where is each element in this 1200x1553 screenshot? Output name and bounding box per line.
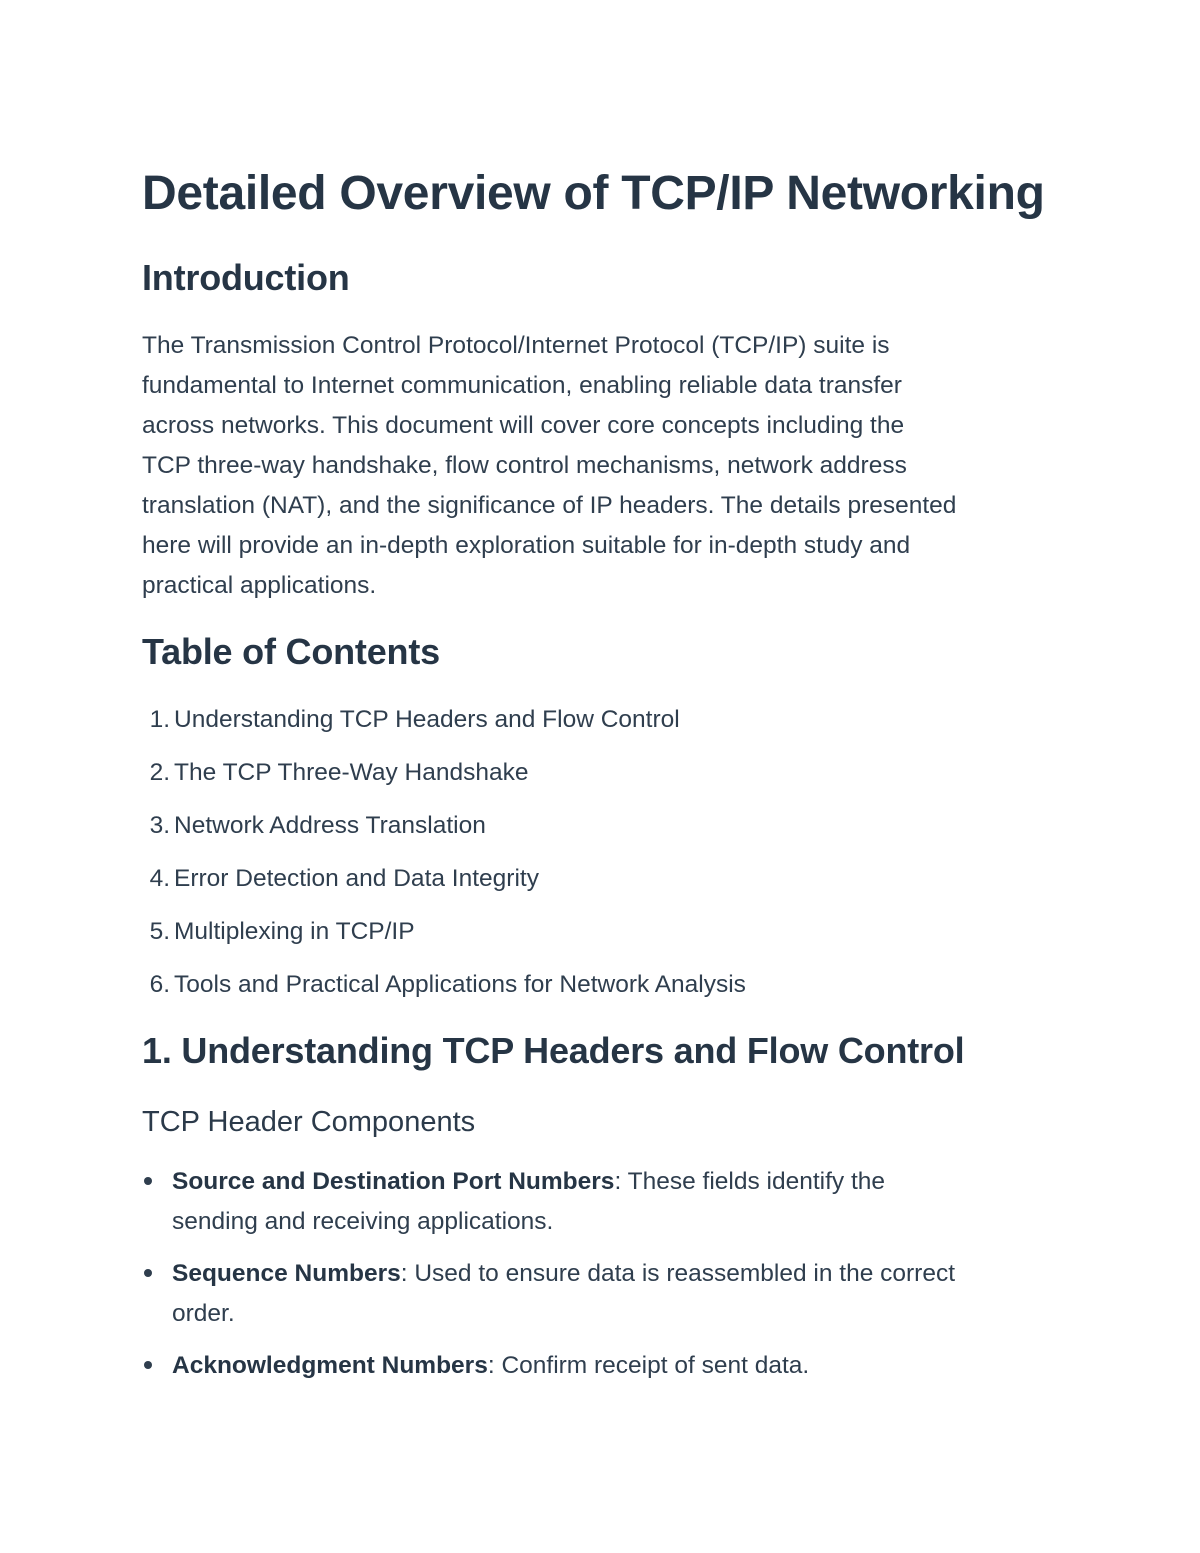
- toc-item[interactable]: [142, 806, 746, 859]
- list-item: [142, 1346, 1072, 1386]
- toc-item-label: Understanding TCP Headers and Flow Control: [174, 706, 680, 733]
- paragraph-line: translation (NAT), and the significance of IP headers. The details presented: [142, 492, 957, 519]
- list-item-text: : Used to ensure data is reassembled in the correct: [400, 1260, 956, 1287]
- list-item: [142, 1162, 1072, 1242]
- list-item-line: [172, 1162, 1072, 1202]
- bullet-icon: [144, 1177, 152, 1185]
- introduction-paragraph: [142, 326, 1072, 606]
- list-item-line: sending and receiving applications.: [172, 1208, 554, 1235]
- toc-item[interactable]: [142, 700, 746, 753]
- paragraph-line: practical applications.: [142, 572, 377, 599]
- paragraph-line: fundamental to Internet communication, enabling reliable data transfer: [142, 372, 902, 399]
- section-1-heading: 1. Understanding TCP Headers and Flow Control: [142, 1030, 965, 1071]
- toc-item[interactable]: [142, 965, 746, 1018]
- toc-item-label: The TCP Three-Way Handshake: [174, 759, 529, 786]
- toc-item-number: 2.: [149, 759, 170, 786]
- paragraph-line: TCP three-way handshake, flow control mechanisms, network address: [142, 452, 907, 479]
- list-item-line: [172, 1346, 1072, 1386]
- list-item-term: Acknowledgment Numbers: [172, 1352, 488, 1379]
- toc-item-label: Multiplexing in TCP/IP: [174, 918, 415, 945]
- paragraph-line: here will provide an in-depth exploration suitable for in-depth study and: [142, 532, 911, 559]
- toc-item-label: Error Detection and Data Integrity: [174, 865, 539, 892]
- paragraph-line: The Transmission Control Protocol/Internet Protocol (TCP/IP) suite is: [142, 332, 890, 359]
- list-item-line: [172, 1254, 1072, 1294]
- toc-item-label: Tools and Practical Applications for Network Analysis: [174, 971, 746, 998]
- table-of-contents: [142, 700, 746, 1018]
- toc-item[interactable]: [142, 753, 746, 806]
- paragraph-line: across networks. This document will cover core concepts including the: [142, 412, 905, 439]
- list-item-term: Source and Destination Port Numbers: [172, 1168, 615, 1195]
- toc-heading: Table of Contents: [142, 631, 440, 672]
- toc-item-label: Network Address Translation: [174, 812, 486, 839]
- toc-item[interactable]: [142, 912, 746, 965]
- toc-item-number: 4.: [149, 865, 170, 892]
- bullet-icon: [144, 1269, 152, 1277]
- toc-item-number: 6.: [149, 971, 170, 998]
- section-1-subheading: TCP Header Components: [142, 1106, 476, 1138]
- document-title: Detailed Overview of TCP/IP Networking: [142, 167, 1045, 220]
- list-item-line: order.: [172, 1300, 235, 1327]
- toc-item[interactable]: [142, 859, 746, 912]
- toc-item-number: 3.: [149, 812, 170, 839]
- introduction-heading: Introduction: [142, 257, 350, 298]
- list-item-text: : These fields identify the: [614, 1168, 886, 1195]
- bullet-icon: [144, 1361, 152, 1369]
- list-item: [142, 1254, 1072, 1334]
- list-item-term: Sequence Numbers: [172, 1260, 401, 1287]
- toc-item-number: 1.: [149, 706, 170, 733]
- toc-item-number: 5.: [149, 918, 170, 945]
- tcp-header-components-list: [142, 1162, 1072, 1398]
- list-item-text: : Confirm receipt of sent data.: [487, 1352, 810, 1379]
